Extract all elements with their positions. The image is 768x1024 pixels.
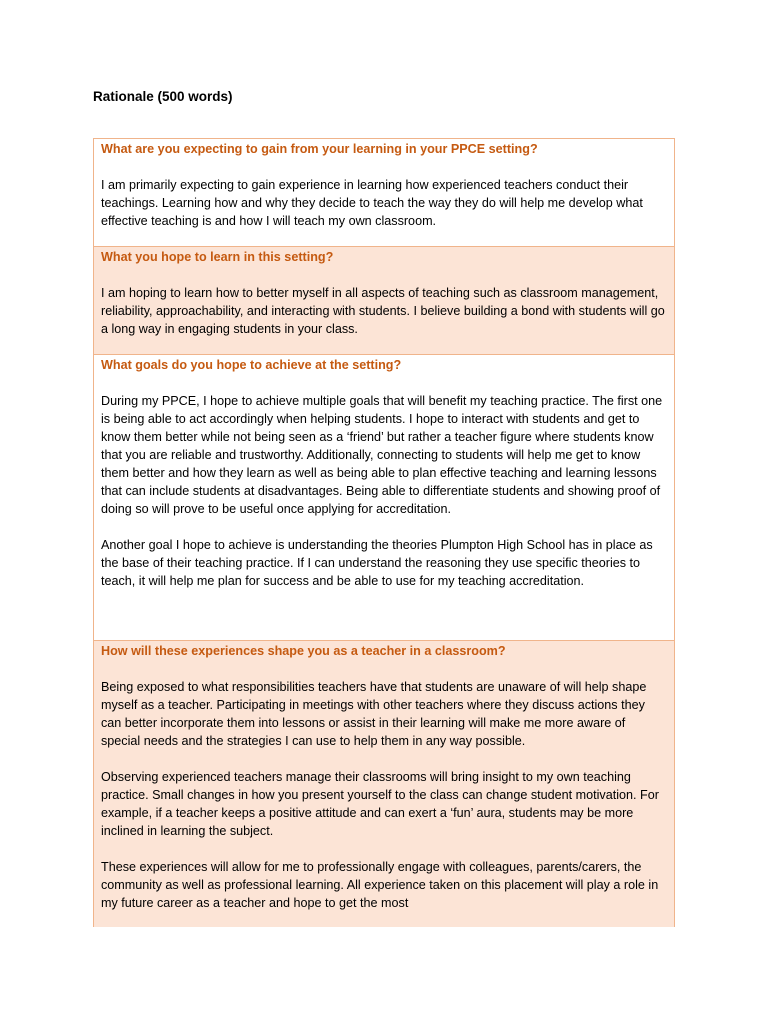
document-title: Rationale (500 words) bbox=[93, 89, 233, 104]
section-experiences bbox=[94, 641, 674, 927]
section-paragraph: Being exposed to what responsibilities teachers have that students are unaware of will help shape myself as a teacher. Participating in meetings with other teachers where they discuss actions they can better incorporate them into lessons or assist in their learning will make me more aware of special needs and the strategies I can use to help them in any way possible. bbox=[101, 680, 647, 748]
section-question: What are you expecting to gain from your learning in your PPCE setting? bbox=[101, 142, 538, 156]
section-question: What goals do you hope to achieve at the setting? bbox=[101, 358, 402, 372]
section-paragraph: I am hoping to learn how to better myself in all aspects of teaching such as classroom management, reliability, approachability, and interacting with students. I believe building a bond with students will go a long way in engaging students in your class. bbox=[101, 286, 665, 336]
section-paragraph: Another goal I hope to achieve is understanding the theories Plumpton High School has in place as the base of their teaching practice. If I can understand the reasoning they use specific theories to teach, it will help me plan for success and be able to use for my teaching accreditation. bbox=[101, 538, 653, 588]
section-paragraph: These experiences will allow for me to professionally engage with colleagues, parents/carers, the community as well as professional learning. All experience taken on this placement will play a role in my future career as a teacher and hope to get the most bbox=[101, 860, 659, 910]
section-goals bbox=[94, 355, 674, 641]
section-learning-hopes bbox=[94, 247, 674, 355]
section-paragraph: I am primarily expecting to gain experience in learning how experienced teachers conduct their teachings. Learning how and why they decide to teach the way they do will help me develop what effective teaching is and how I will teach my own classroom. bbox=[101, 178, 643, 228]
section-paragraph: During my PPCE, I hope to achieve multiple goals that will benefit my teaching practice. The first one is being able to act accordingly when helping students. I hope to interact with students and get to know them better while not being seen as a ‘friend’ but rather a teacher figure where students know that you are reliable and trustworthy. Additionally, connecting to students will help me get to know them better and how they learn as well as being able to plan effective teaching and learning lessons that can include students at disadvantages. Being able to differentiate students and showing proof of doing so will prove to be useful once applying for accreditation. bbox=[101, 394, 663, 516]
section-expectations bbox=[94, 139, 674, 247]
section-question: What you hope to learn in this setting? bbox=[101, 250, 334, 264]
section-question: How will these experiences shape you as a teacher in a classroom? bbox=[101, 644, 506, 658]
rationale-table bbox=[93, 138, 675, 927]
section-paragraph: Observing experienced teachers manage their classrooms will bring insight to my own teaching practice. Small changes in how you present yourself to the class can change student motivation. For example, if a teacher keeps a positive attitude and can exert a ‘fun’ aura, students may be more inclined in learning the subject. bbox=[101, 770, 659, 838]
